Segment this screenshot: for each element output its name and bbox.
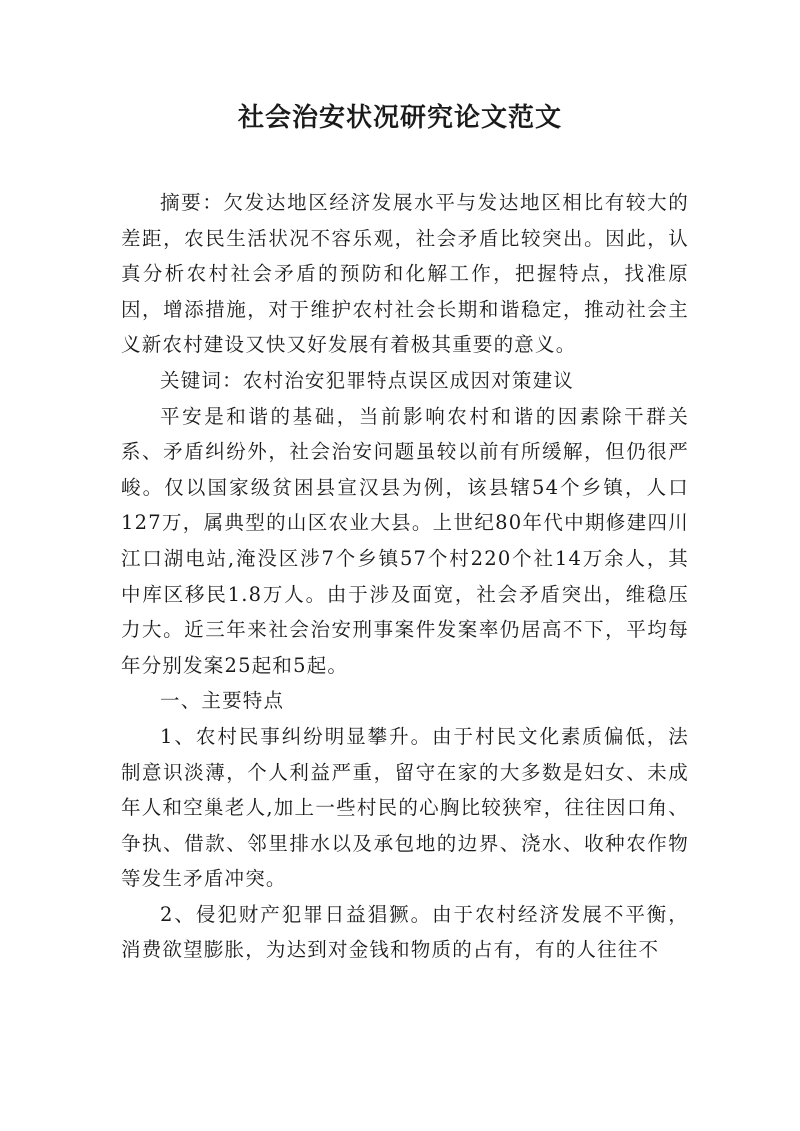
intro-paragraph: 平安是和谐的基础，当前影响农村和谐的因素除干群关系、矛盾纠纷外，社会治安问题虽较以前有所缓解，但仍很严峻。仅以国家级贫困县宣汉县为例，该县辖54个乡镇，人口127万，属典型的山区农业大县。上世纪80年代中期修建四川江口湖电站,淹没区涉7个乡镇57个村220个社14万余人，其中库区移民1.8万人。由于涉及面宽，社会矛盾突出，维稳压力大。近三年来社会治安刑事案件发案率仍居高不下，平均每年分别发案25起和5起。	[121, 404, 689, 677]
point-2-paragraph: 2、侵犯财产犯罪日益猖獗。由于农村经济发展不平衡，消费欲望膨胀，为达到对金钱和物质的占有，有的人往往不	[121, 902, 689, 962]
keywords-paragraph: 关键词：农村治安犯罪特点误区成因对策建议	[160, 368, 575, 392]
section-heading: 一、主要特点	[160, 689, 285, 713]
abstract-paragraph: 摘要：欠发达地区经济发展水平与发达地区相比有较大的差距，农民生活状况不容乐观，社会矛盾比较突出。因此，认真分析农村社会矛盾的预防和化解工作，把握特点，找准原因，增添措施，对于维护农村社会长期和谐稳定，推动社会主义新农村建设又快又好发展有着极其重要的意义。	[121, 191, 689, 357]
page-title: 社会治安状况研究论文范文	[237, 103, 562, 133]
document-body	[121, 185, 689, 968]
point-1-paragraph: 1、农村民事纠纷明显攀升。由于村民文化素质偏低，法制意识淡薄，个人利益严重，留守在家的大多数是妇女、未成年人和空巢老人,加上一些村民的心胸比较狭窄，往往因口角、争执、借款、邻里排水以及承包地的边界、浇水、收种农作物等发生矛盾冲突。	[121, 724, 689, 891]
